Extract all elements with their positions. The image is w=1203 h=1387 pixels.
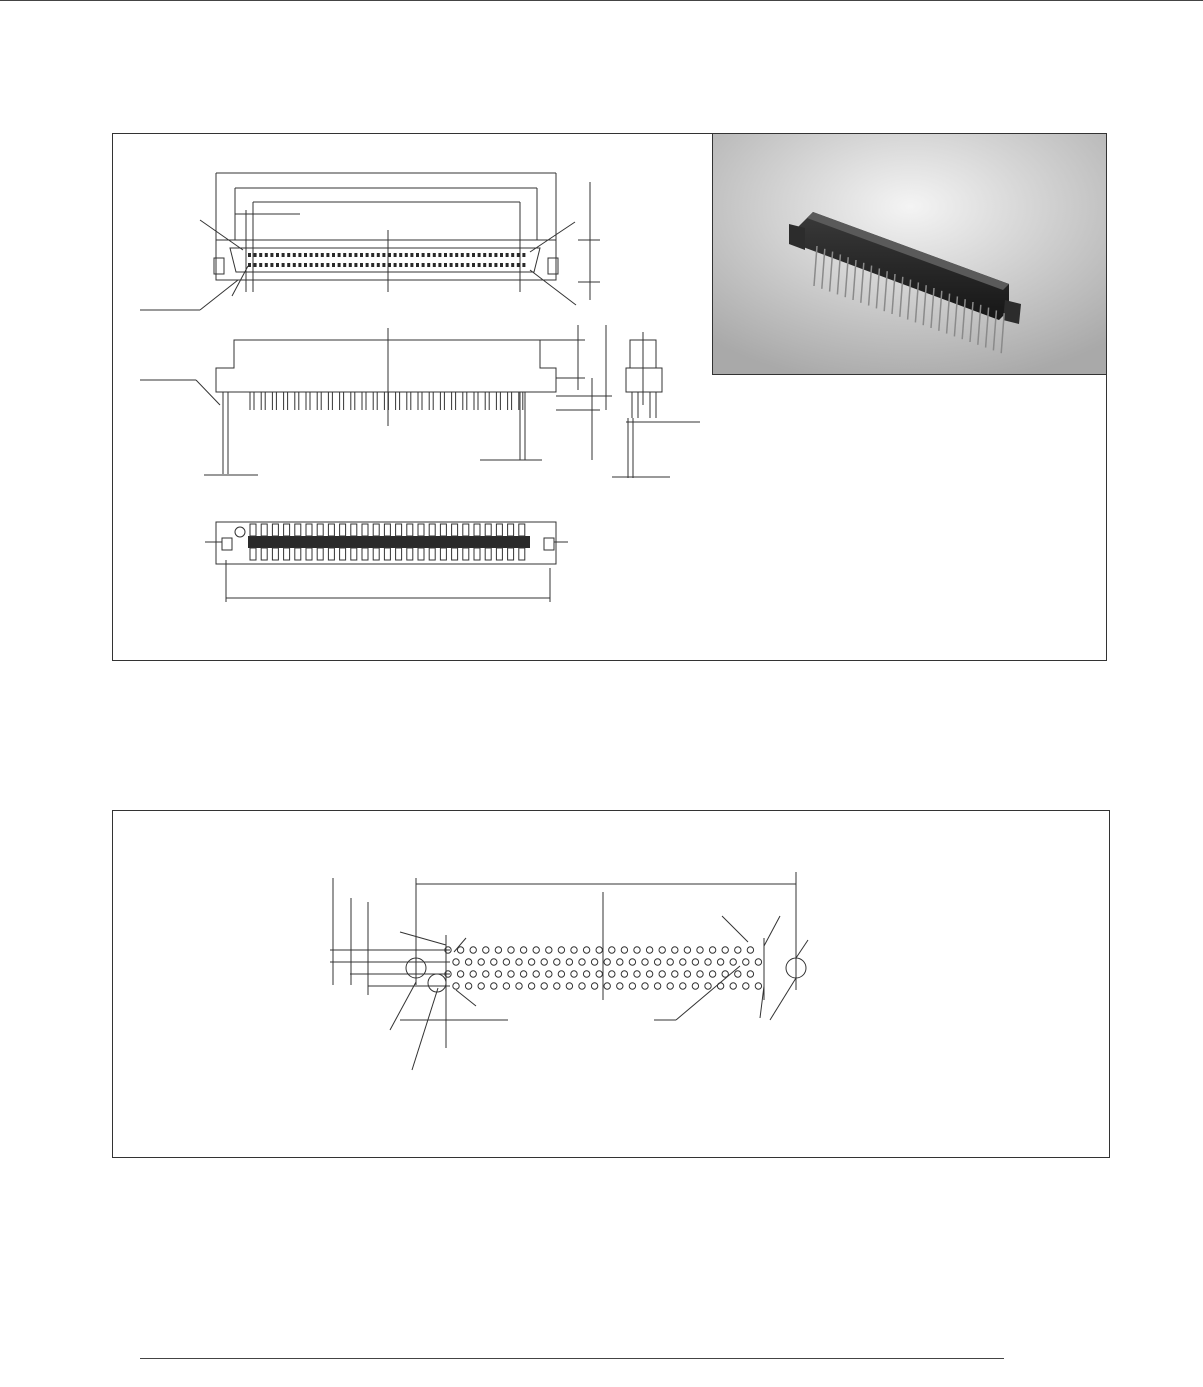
contact-mark — [466, 263, 469, 267]
contact-mark — [304, 263, 307, 267]
contact-mark — [416, 263, 419, 267]
contact-mark — [349, 253, 352, 257]
contact-mark — [343, 263, 346, 267]
contact-mark — [270, 253, 273, 257]
contact-mark — [394, 263, 397, 267]
contact-mark — [265, 253, 268, 257]
contact-mark — [433, 263, 436, 267]
bottom-pin — [496, 524, 502, 536]
bottom-pin — [508, 524, 514, 536]
contact-mark — [483, 263, 486, 267]
bottom-pin — [373, 524, 379, 536]
connector-photo-icon — [713, 134, 1107, 375]
bottom-pin — [306, 524, 312, 536]
contact-mark — [315, 253, 318, 257]
contact-mark — [282, 253, 285, 257]
bottom-pin — [396, 548, 402, 560]
contact-mark — [489, 263, 492, 267]
pcb-layout-frame — [112, 810, 1110, 1158]
contact-mark — [472, 253, 475, 257]
contact-mark — [405, 263, 408, 267]
contact-mark — [315, 263, 318, 267]
contact-mark — [360, 263, 363, 267]
contact-mark — [287, 263, 290, 267]
bottom-pin — [272, 548, 278, 560]
contact-mark — [254, 253, 257, 257]
contact-mark — [410, 263, 413, 267]
contact-mark — [321, 253, 324, 257]
bottom-pin — [463, 524, 469, 536]
contact-mark — [506, 263, 509, 267]
contact-mark — [433, 253, 436, 257]
contact-mark — [270, 263, 273, 267]
contact-mark — [511, 253, 514, 257]
contact-mark — [343, 253, 346, 257]
contact-mark — [517, 253, 520, 257]
bottom-pin — [407, 524, 413, 536]
bottom-pin — [351, 548, 357, 560]
contact-mark — [248, 253, 251, 257]
bottom-pin — [485, 524, 491, 536]
bottom-pin — [351, 524, 357, 536]
contact-mark — [388, 253, 391, 257]
contact-mark — [349, 263, 352, 267]
contact-mark — [354, 253, 357, 257]
bottom-pin — [429, 524, 435, 536]
contact-mark — [483, 253, 486, 257]
bottom-pin — [474, 548, 480, 560]
contact-mark — [332, 263, 335, 267]
bottom-pin — [250, 524, 256, 536]
contact-mark — [450, 263, 453, 267]
contact-mark — [461, 253, 464, 257]
bottom-pin — [306, 548, 312, 560]
contact-mark — [438, 253, 441, 257]
contact-mark — [366, 253, 369, 257]
contact-mark — [332, 253, 335, 257]
contact-mark — [410, 253, 413, 257]
bottom-pin — [418, 548, 424, 560]
contact-mark — [455, 263, 458, 267]
bottom-pin — [508, 548, 514, 560]
bottom-pin — [418, 524, 424, 536]
contact-mark — [461, 263, 464, 267]
bottom-pin — [485, 548, 491, 560]
contact-mark — [388, 263, 391, 267]
bottom-pin — [440, 524, 446, 536]
contact-mark — [276, 263, 279, 267]
bottom-pin — [452, 548, 458, 560]
contact-mark — [522, 263, 525, 267]
contact-mark — [276, 253, 279, 257]
bottom-pin-bar — [248, 536, 530, 548]
bottom-pin — [429, 548, 435, 560]
contact-mark — [382, 253, 385, 257]
contact-mark — [326, 263, 329, 267]
bottom-pin — [396, 524, 402, 536]
contact-mark — [450, 253, 453, 257]
bottom-pin — [295, 548, 301, 560]
contact-mark — [326, 253, 329, 257]
page-bottom-rule — [140, 1358, 1004, 1359]
bottom-pin — [328, 524, 334, 536]
contact-mark — [466, 253, 469, 257]
bottom-pin — [295, 524, 301, 536]
bottom-pin — [250, 548, 256, 560]
contact-mark — [371, 253, 374, 257]
contact-mark — [478, 253, 481, 257]
bottom-pin — [317, 548, 323, 560]
top-dimensions — [216, 173, 600, 300]
contact-mark — [494, 263, 497, 267]
contact-mark — [293, 253, 296, 257]
contact-mark — [472, 263, 475, 267]
contact-mark — [310, 263, 313, 267]
top-view — [140, 220, 576, 310]
contact-mark — [399, 253, 402, 257]
bottom-pin — [328, 548, 334, 560]
bottom-pin — [272, 524, 278, 536]
bottom-pin — [261, 548, 267, 560]
contact-mark — [304, 253, 307, 257]
contact-mark — [259, 263, 262, 267]
contact-mark — [444, 253, 447, 257]
contact-mark — [444, 263, 447, 267]
contact-mark — [248, 263, 251, 267]
side-view — [140, 325, 612, 475]
bottom-pin — [340, 548, 346, 560]
bottom-pin — [373, 548, 379, 560]
contact-mark — [517, 263, 520, 267]
bottom-pin — [362, 548, 368, 560]
side-view-pins — [250, 392, 523, 410]
contact-mark — [338, 263, 341, 267]
contact-mark — [416, 253, 419, 257]
contact-mark — [522, 253, 525, 257]
contact-mark — [511, 263, 514, 267]
contact-mark — [293, 263, 296, 267]
contact-mark — [405, 253, 408, 257]
contact-mark — [500, 263, 503, 267]
bottom-pin — [474, 524, 480, 536]
bottom-pin — [261, 524, 267, 536]
contact-mark — [489, 253, 492, 257]
bottom-pin — [284, 524, 290, 536]
contact-mark — [360, 253, 363, 257]
bottom-pin — [407, 548, 413, 560]
bottom-pin — [452, 524, 458, 536]
contact-mark — [371, 263, 374, 267]
contact-mark — [422, 263, 425, 267]
contact-mark — [259, 253, 262, 257]
contact-mark — [338, 253, 341, 257]
contact-mark — [321, 263, 324, 267]
contact-mark — [399, 263, 402, 267]
bottom-pin — [440, 548, 446, 560]
bottom-pin — [340, 524, 346, 536]
connector-photo — [712, 133, 1107, 375]
bottom-pin — [317, 524, 323, 536]
top-view-pins — [248, 253, 525, 267]
contact-mark — [254, 263, 257, 267]
contact-mark — [455, 253, 458, 257]
contact-mark — [298, 253, 301, 257]
bottom-pin — [384, 548, 390, 560]
contact-mark — [366, 263, 369, 267]
contact-mark — [377, 263, 380, 267]
contact-mark — [494, 253, 497, 257]
bottom-pin — [519, 524, 525, 536]
bottom-pin — [384, 524, 390, 536]
contact-mark — [427, 263, 430, 267]
contact-mark — [427, 253, 430, 257]
contact-mark — [287, 253, 290, 257]
contact-mark — [394, 253, 397, 257]
contact-mark — [478, 263, 481, 267]
bottom-pin — [519, 548, 525, 560]
contact-mark — [298, 263, 301, 267]
contact-mark — [506, 253, 509, 257]
contact-mark — [438, 263, 441, 267]
contact-mark — [377, 253, 380, 257]
end-view — [612, 332, 700, 478]
bottom-pin — [362, 524, 368, 536]
bottom-pin — [284, 548, 290, 560]
contact-mark — [310, 253, 313, 257]
contact-mark — [354, 263, 357, 267]
contact-mark — [265, 263, 268, 267]
contact-mark — [382, 263, 385, 267]
bottom-pin — [463, 548, 469, 560]
contact-mark — [282, 263, 285, 267]
bottom-pin — [496, 548, 502, 560]
contact-mark — [422, 253, 425, 257]
contact-mark — [500, 253, 503, 257]
